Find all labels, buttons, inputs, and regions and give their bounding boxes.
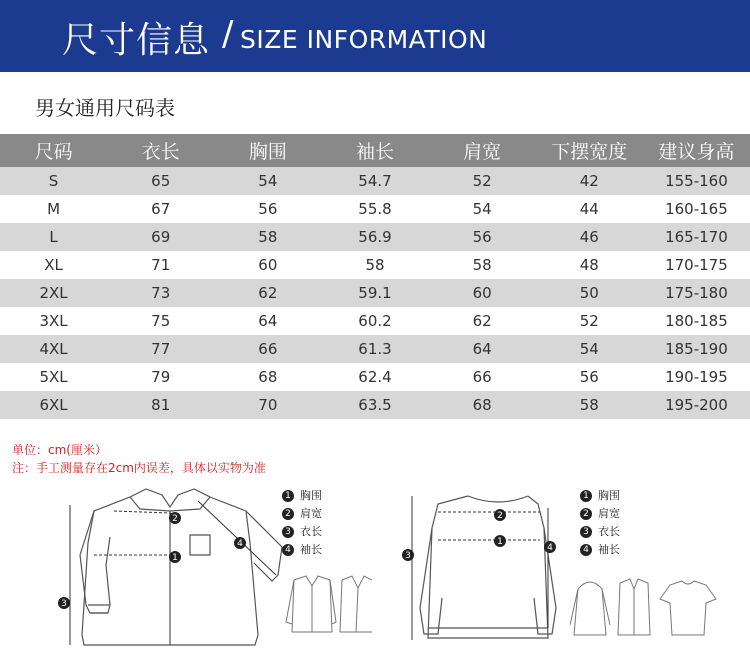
legend-label: 肩宽 [598, 507, 620, 520]
table-cell: 195-200 [643, 391, 750, 419]
table-cell: 3XL [0, 307, 107, 335]
table-cell: 160-165 [643, 195, 750, 223]
table-cell: 56 [536, 363, 643, 391]
table-cell: 58 [429, 251, 536, 279]
table-cell: 6XL [0, 391, 107, 419]
table-cell: 54 [214, 167, 321, 195]
legend-number: 3 [282, 526, 294, 538]
table-cell: 185-190 [643, 335, 750, 363]
table-cell: 66 [429, 363, 536, 391]
table-row [0, 167, 750, 195]
table-cell: 56.9 [321, 223, 428, 251]
column-header: 胸围 [214, 134, 321, 167]
table-cell: 58 [214, 223, 321, 251]
table-cell: 68 [214, 363, 321, 391]
tolerance-note: 注：手工测量存在2cm内误差，具体以实物为准 [12, 461, 266, 475]
legend-number: 4 [580, 544, 592, 556]
table-cell: 5XL [0, 363, 107, 391]
legend-item [580, 487, 620, 505]
legend-right [580, 487, 620, 559]
table-cell: 175-180 [643, 279, 750, 307]
table-cell: 69 [107, 223, 214, 251]
table-cell: 62.4 [321, 363, 428, 391]
table-row [0, 195, 750, 223]
header-banner [0, 0, 750, 72]
table-cell: 165-170 [643, 223, 750, 251]
table-cell: 55.8 [321, 195, 428, 223]
table-cell: 54.7 [321, 167, 428, 195]
table-cell: 65 [107, 167, 214, 195]
jacket-thumbnails [282, 572, 372, 642]
table-cell: 44 [536, 195, 643, 223]
table-cell: 170-175 [643, 251, 750, 279]
chest-marker: 1 [497, 537, 503, 547]
table-cell: 58 [536, 391, 643, 419]
table-cell: 4XL [0, 335, 107, 363]
legend-label: 袖长 [300, 543, 322, 556]
table-cell: 155-160 [643, 167, 750, 195]
title-cn: 尺寸信息 [62, 20, 211, 61]
table-cell: S [0, 167, 107, 195]
legend-label: 胸围 [598, 489, 620, 502]
table-cell: 75 [107, 307, 214, 335]
column-header: 尺码 [0, 134, 107, 167]
table-row [0, 223, 750, 251]
table-cell: 67 [107, 195, 214, 223]
legend-item [580, 523, 620, 541]
shoulder-marker: 2 [497, 511, 503, 521]
unit-note: 单位：cm(厘米） [12, 443, 107, 457]
table-row [0, 307, 750, 335]
table-cell: 61.3 [321, 335, 428, 363]
legend-number: 1 [580, 490, 592, 502]
table-cell: 81 [107, 391, 214, 419]
table-cell: 52 [536, 307, 643, 335]
subtitle: 男女通用尺码表 [35, 96, 175, 120]
table-cell: 71 [107, 251, 214, 279]
column-header: 肩宽 [429, 134, 536, 167]
table-cell: XL [0, 251, 107, 279]
legend-item [282, 505, 322, 523]
table-cell: 62 [429, 307, 536, 335]
table-cell: 68 [429, 391, 536, 419]
column-header: 建议身高 [643, 134, 750, 167]
length-marker: 3 [405, 551, 411, 561]
table-cell: 48 [536, 251, 643, 279]
table-cell: 73 [107, 279, 214, 307]
table-cell: 63.5 [321, 391, 428, 419]
legend-label: 胸围 [300, 489, 322, 502]
chest-marker: 1 [172, 553, 178, 563]
legend-number: 3 [580, 526, 592, 538]
shoulder-marker: 2 [172, 514, 178, 524]
table-row [0, 363, 750, 391]
legend-label: 衣长 [598, 525, 620, 538]
legend-label: 肩宽 [300, 507, 322, 520]
table-row [0, 391, 750, 419]
table-cell: 79 [107, 363, 214, 391]
table-cell: L [0, 223, 107, 251]
legend-item [580, 541, 620, 559]
table-cell: 59.1 [321, 279, 428, 307]
table-cell: 62 [214, 279, 321, 307]
table-row [0, 335, 750, 363]
table-cell: 54 [536, 335, 643, 363]
title-en: SIZE INFORMATION [240, 25, 488, 54]
sleeve-marker: 4 [237, 539, 243, 549]
sleeve-marker: 4 [547, 543, 553, 553]
column-header: 下摆宽度 [536, 134, 643, 167]
legend-label: 袖长 [598, 543, 620, 556]
table-cell: 42 [536, 167, 643, 195]
table-header-row [0, 134, 750, 167]
table-cell: 180-185 [643, 307, 750, 335]
table-cell: M [0, 195, 107, 223]
legend-number: 2 [580, 508, 592, 520]
legend-number: 1 [282, 490, 294, 502]
legend-number: 4 [282, 544, 294, 556]
table-row [0, 279, 750, 307]
table-cell: 70 [214, 391, 321, 419]
table-cell: 58 [321, 251, 428, 279]
table-cell: 56 [214, 195, 321, 223]
table-cell: 2XL [0, 279, 107, 307]
table-cell: 60 [429, 279, 536, 307]
table-cell: 52 [429, 167, 536, 195]
table-cell: 54 [429, 195, 536, 223]
column-header: 袖长 [321, 134, 428, 167]
table-cell: 46 [536, 223, 643, 251]
table-cell: 60 [214, 251, 321, 279]
table-cell: 190-195 [643, 363, 750, 391]
size-table-body [0, 167, 750, 419]
column-header: 衣长 [107, 134, 214, 167]
size-table [0, 134, 750, 419]
title-separator: / [222, 14, 234, 54]
sweater-diagram [398, 488, 568, 653]
legend-item [282, 541, 322, 559]
table-row [0, 251, 750, 279]
legend-label: 衣长 [300, 525, 322, 538]
legend-left [282, 487, 322, 559]
table-cell: 64 [429, 335, 536, 363]
length-marker: 3 [61, 599, 67, 609]
table-cell: 77 [107, 335, 214, 363]
table-cell: 64 [214, 307, 321, 335]
legend-item [282, 487, 322, 505]
table-cell: 60.2 [321, 307, 428, 335]
table-cell: 56 [429, 223, 536, 251]
legend-item [580, 505, 620, 523]
garment-thumbnails [570, 575, 720, 645]
table-cell: 50 [536, 279, 643, 307]
table-cell: 66 [214, 335, 321, 363]
legend-number: 2 [282, 508, 294, 520]
legend-item [282, 523, 322, 541]
